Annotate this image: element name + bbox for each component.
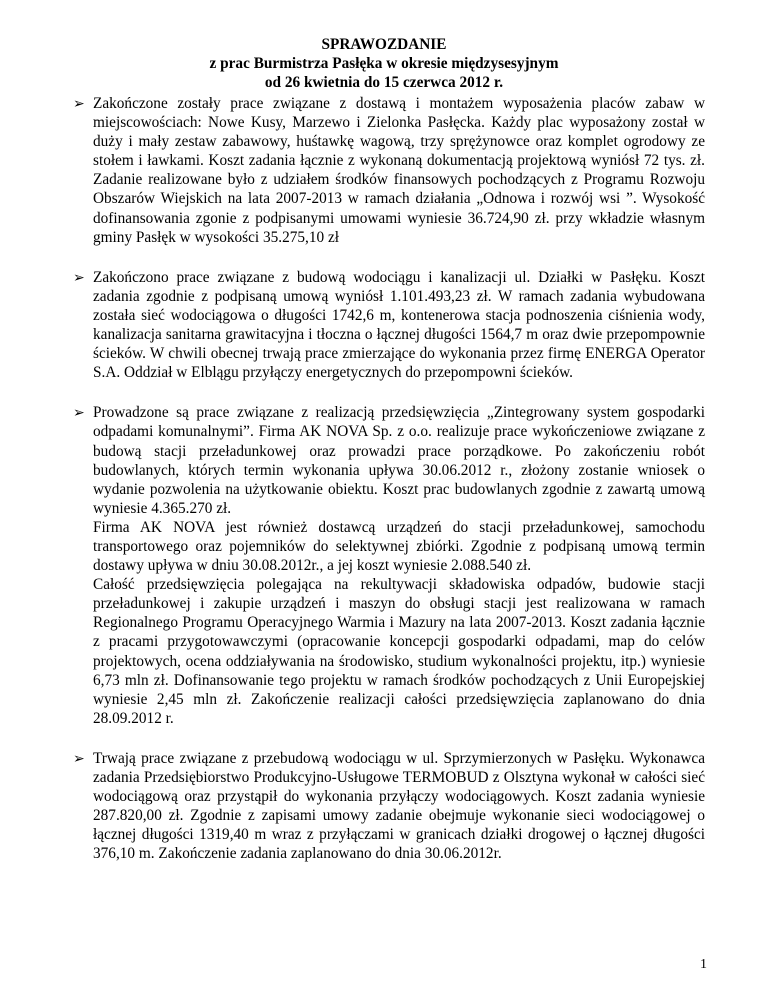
document-header xyxy=(0,35,768,92)
item-paragraph: Zakończone zostały prace związane z dostawą i montażem wyposażenia placów zabaw w miejscowościach: Nowe Kusy, Marzewo i Zielonka Pasłęcka. Każdy plac wyposażony został w duży i mały zestaw zabawowy, huśtawkę wagową, trzy sprężynowce oraz komplet ogrodowy ze stołem i ławkami. Koszt zadania łącznie z wykonaną dokumentacją projektową wyniósł 72 tys. zł. Zadanie realizowane było z udziałem środków finansowych pochodzących z Programu Rozwoju Obszarów Wiejskich na lata 2007-2013 w ramach działania „Odnowa i rozwój wsi ”. Wysokość dofinansowania zgonie z podpisanymi umowami wyniesie 36.724,90 zł. przy wkładzie własnym gminy Pasłęk w wysokości 35.275,10 zł xyxy=(93,95,705,246)
arrow-bullet-icon: ➢ xyxy=(73,96,85,112)
page-number: 1 xyxy=(700,957,707,972)
arrow-bullet-icon: ➢ xyxy=(73,405,85,422)
item-paragraph: Zakończono prace związane z budową wodociągu i kanalizacji ul. Działki w Pasłęku. Koszt zadania zgodnie z podpisaną umową wyniósł 1.101.493,23 zł. W ramach zadania wybudowana została sieć wodociągowa o długości 1742,6 m, kontenerowa stacja podnoszenia ciśnienia wody, kanalizacja sanitarna grawitacyjna i tłoczna o łącznej długości 1564,7 m oraz dwie przepompownie ścieków. W chwili obecnej trwają prace zmierzające do wykonania przez firmę ENERGA Operator S.A. Oddział w Elblągu przyłączy energetycznych do przepompowni ścieków. xyxy=(93,268,705,382)
document-subtitle: z prac Burmistrza Pasłęka w okresie międzysesyjnym xyxy=(209,55,559,72)
document-period: od 26 kwietnia do 15 czerwca 2012 r. xyxy=(264,74,504,91)
report-item-water-main xyxy=(73,749,705,864)
report-item-playgrounds xyxy=(73,94,705,247)
report-items-list xyxy=(73,94,705,884)
item-paragraph: Prowadzone są prace związane z realizacją przedsięwzięcia „Zintegrowany system gospodarki odpadami komunalnymi”. Firma AK NOVA Sp. z o.o. realizuje prace wykończeniowe związane z budową stacji przeładunkowej oraz prowadzi prace porządkowe. Po zakończeniu robót budowlanych, których termin wykonania upływa 30.06.2012 r., złożony zostanie wniosek o wydanie pozwolenia na użytkowanie obiektu. Koszt prac budowlanych zgodnie z zawartą umową wyniesie 4.365.270 zł. xyxy=(93,404,705,517)
document-title: SPRAWOZDANIE xyxy=(321,36,447,53)
arrow-bullet-icon: ➢ xyxy=(73,269,85,286)
report-item-water-sewage xyxy=(73,268,705,383)
item-paragraph: Firma AK NOVA jest również dostawcą urządzeń do stacji przeładunkowej, samochodu transportowego oraz pojemników do selektywnej zbiórki. Zgodnie z podpisaną umową termin dostawy upływa w dniu 30.08.2012r., a jej koszt wyniesie 2.088.540 zł. xyxy=(93,518,705,575)
item-paragraph: Całość przedsięwzięcia polegająca na rekultywacji składowiska odpadów, budowie stacji przeładunkowej i zakupie urządzeń i maszyn do obsługi stacji jest realizowana w ramach Regionalnego Programu Operacyjnego Warmia i Mazury na lata 2007-2013. Koszt zadania łącznie z pracami przygotowawczymi (opracowanie koncepcji gospodarki odpadami, map do celów projektowych, ocena oddziaływania na środowisko, studium wykonalności projektu, itp.) wyniesie 6,73 mln zł. Dofinansowanie tego projektu w ramach środków pochodzących z Unii Europejskiej wyniesie 2,45 mln zł. Zakończenie realizacji całości przedsięwzięcia zaplanowano do dnia 28.09.2012 r. xyxy=(93,576,705,727)
item-paragraph: Trwają prace związane z przebudową wodociągu w ul. Sprzymierzonych w Pasłęku. Wykonawca zadania Przedsiębiorstwo Produkcyjno-Usługowe TERMOBUD z Olsztyna wykonał w całości sieć wodociągową oraz przystąpił do wykonania przyłączy wodociągowych. Koszt zadania wyniesie 287.820,00 zł. Zgodnie z zapisami umowy zadanie obejmuje wykonanie sieci wodociągowej o łącznej długości 1319,40 m wraz z przyłączami w granicach działki drogowej o łącznej długości 376,10 m. Zakończenie zadania zaplanowano do dnia 30.06.2012r. xyxy=(93,749,705,863)
report-item-waste-system xyxy=(73,403,705,728)
arrow-bullet-icon: ➢ xyxy=(73,750,85,767)
